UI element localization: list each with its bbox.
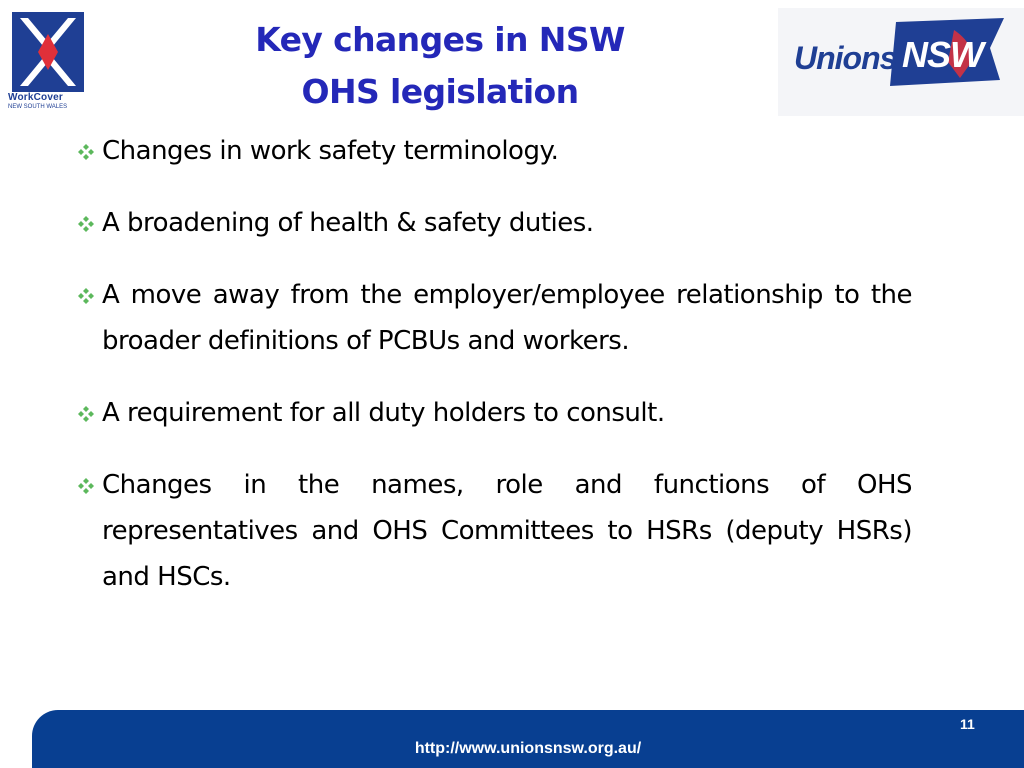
list-item	[76, 272, 912, 364]
footer-bar	[32, 710, 1024, 768]
bullet-text: Changes in the names, role and functions of OHS representatives and OHS Committees to HSRs (deputy HSRs) and HSCs.	[102, 470, 912, 592]
page-title	[220, 14, 660, 118]
nsw-text: NSW	[902, 34, 983, 75]
unions-nsw-logo	[778, 8, 1024, 116]
bullet-list	[76, 128, 912, 626]
diamond-bullet-icon	[76, 286, 96, 306]
footer-url-link[interactable]: http://www.unionsnsw.org.au/	[414, 740, 642, 757]
unions-text: Unions	[794, 40, 897, 76]
workcover-subtitle: NEW SOUTH WALES	[8, 104, 68, 110]
title-line-1: Key changes in NSW	[255, 20, 625, 59]
workcover-name: WorkCover	[8, 92, 63, 103]
bullet-text: Changes in work safety terminology.	[102, 136, 559, 166]
bullet-text: A broadening of health & safety duties.	[102, 208, 594, 238]
diamond-bullet-icon	[76, 476, 96, 496]
list-item	[76, 462, 912, 600]
diamond-bullet-icon	[76, 214, 96, 234]
bullet-text: A move away from the employer/employee relationship to the broader definitions of PCBUs and workers.	[102, 280, 912, 356]
page-number: 11	[960, 716, 975, 732]
list-item	[76, 128, 912, 174]
list-item	[76, 200, 912, 246]
diamond-bullet-icon	[76, 142, 96, 162]
footer-url-wrap	[32, 740, 1024, 758]
list-item	[76, 390, 912, 436]
title-line-2: OHS legislation	[301, 72, 579, 111]
bullet-text: A requirement for all duty holders to consult.	[102, 398, 665, 428]
diamond-bullet-icon	[76, 404, 96, 424]
workcover-logo	[8, 8, 88, 112]
workcover-emblem-icon	[12, 12, 84, 92]
